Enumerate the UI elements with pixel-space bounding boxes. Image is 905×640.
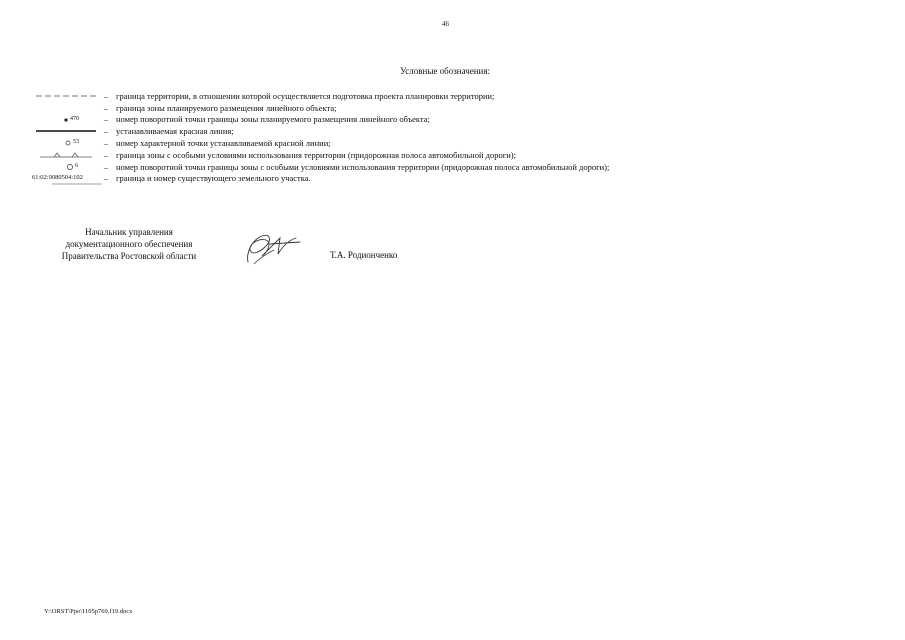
turning-point-symbol — [36, 114, 96, 126]
legend-row — [36, 114, 796, 126]
legend-title: Условные обозначения: — [400, 66, 491, 76]
legend-row — [36, 102, 796, 114]
handwritten-signature — [240, 228, 310, 268]
signer-name: Т.А. Родионченко — [330, 250, 398, 260]
legend-row — [36, 137, 796, 149]
signer-position — [44, 226, 214, 262]
turning-point-label: 470 — [70, 115, 79, 122]
legend-row — [36, 125, 796, 137]
signer-position-line: Начальник управления — [85, 227, 173, 237]
land-parcel-label: 61:02:0080504:102 — [32, 173, 83, 181]
legend-row — [36, 90, 796, 102]
legend-dash: – — [103, 161, 109, 172]
legend-item-text: граница территории, в отношении которой осуществляется подготовка проекта планировки территории; — [116, 90, 495, 101]
legend-item-text: номер поворотной точки границы зоны планируемого размещения линейного объекта; — [116, 114, 430, 125]
page-number: 46 — [442, 20, 449, 28]
characteristic-point-symbol — [36, 137, 96, 149]
legend-dash: – — [103, 173, 109, 184]
legend-item-text: граница зоны с особыми условиями использования территории (придорожная полоса автомобильной дороги); — [116, 149, 516, 160]
legend-dash: – — [103, 126, 109, 137]
legend — [32, 90, 796, 184]
legend-dash: – — [103, 90, 109, 101]
characteristic-point-label: 53 — [73, 139, 79, 146]
signer-position-line: Правительства Ростовской области — [61, 251, 197, 261]
footer-file-path: Y:\ORST\Ppo\1105p769.f19.docx — [44, 608, 133, 615]
legend-row — [36, 161, 796, 173]
legend-item-text: номер поворотной точки границы зоны с особыми условиями использования территории (придорожная полоса автомобильной дороги); — [116, 161, 610, 172]
legend-row — [36, 149, 796, 161]
zone-boundary-symbol — [36, 102, 96, 114]
legend-item-text: устанавливаемая красная линия; — [116, 126, 234, 137]
dashed-boundary-symbol — [36, 90, 96, 102]
legend-dash: – — [103, 102, 109, 113]
special-zone-point-symbol — [36, 161, 96, 173]
land-parcel-symbol — [32, 173, 96, 185]
legend-item-text: граница и номер существующего земельного участка. — [116, 173, 311, 184]
legend-dash: – — [103, 149, 109, 160]
signer-position-line: документационного обеспечения — [65, 239, 193, 249]
legend-item-text: граница зоны планируемого размещения линейного объекта; — [116, 102, 337, 113]
legend-item-text: номер характерной точки устанавливаемой красной линии; — [116, 138, 331, 149]
legend-dash: – — [103, 114, 109, 125]
special-zone-point-label: 6 — [75, 162, 78, 169]
triangle-boundary-symbol — [36, 149, 96, 161]
legend-row — [32, 173, 796, 185]
legend-dash: – — [103, 138, 109, 149]
red-line-symbol — [36, 125, 96, 137]
